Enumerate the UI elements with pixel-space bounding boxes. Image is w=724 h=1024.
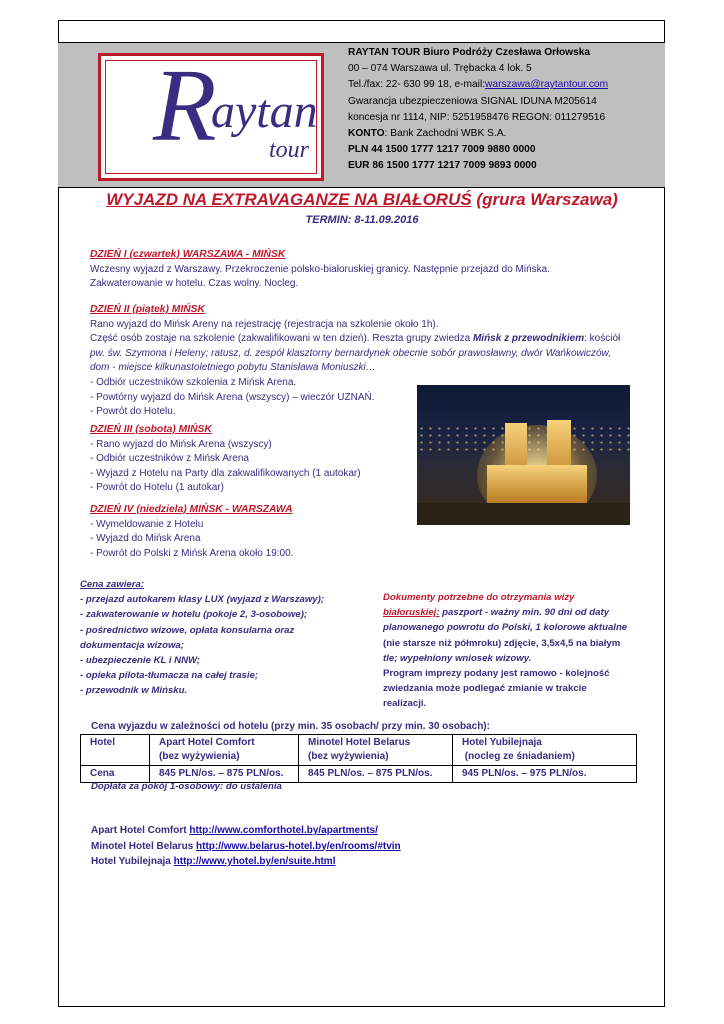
day-3-heading: DZIEŃ III (sobota) MIŃSK xyxy=(90,424,212,435)
day-2-line: Rano wyjazd do Mińsk Areny na rejestrację (rejestracja na szkolenie około 1h). xyxy=(90,318,439,330)
table-row xyxy=(81,766,637,783)
table-cell: Hotel xyxy=(81,735,150,766)
price-includes-heading: Cena zawiera: xyxy=(80,579,144,590)
price-includes-item: dokumentacja wizowa; xyxy=(80,639,184,651)
hotel-link[interactable]: http://www.yhotel.by/en/suite.html xyxy=(173,856,336,867)
company-info xyxy=(348,45,608,175)
program-note: realizacji. xyxy=(383,698,427,710)
hotel-note: (bez wyżywienia) xyxy=(308,751,389,762)
hotel-link-row xyxy=(91,854,401,870)
day-1-line: Wczesny wyjazd z Warszawy. Przekroczenie polsko-białoruskiej granicy. Następnie przejazd do Mińska. xyxy=(90,263,550,275)
price-includes xyxy=(80,577,350,699)
docs-heading-2: białoruskiej: xyxy=(383,607,440,619)
day-2-text: : kościół xyxy=(584,333,621,345)
day-3-line: - Powrót do Hotelu (1 autokar) xyxy=(90,482,224,494)
hotel-link[interactable]: http://www.comforthotel.by/apartments/ xyxy=(189,825,378,836)
single-room-surcharge: Dopłata za pokój 1-osobowy: do ustalenia xyxy=(91,781,282,792)
program-note: Program imprezy podany jest ramowo - kolejność xyxy=(383,668,610,680)
license: koncesja nr 1114, NIP: 5251958476 REGON: 011279516 xyxy=(348,111,606,123)
day-3-line: - Rano wyjazd do Mińsk Arena (wszyscy) xyxy=(90,438,272,450)
hotel-name: Minotel Hotel Belarus xyxy=(308,737,411,748)
title-main: WYJAZD NA EXTRAVAGANZE NA BIAŁORUŚ xyxy=(106,190,472,209)
hotel-name: Hotel Yubilejnaja xyxy=(462,737,542,748)
company-contact xyxy=(348,77,608,93)
docs-line: tle; wypełniony wniosek wizowy. xyxy=(383,652,532,664)
raytan-logo xyxy=(98,48,324,181)
price-table-title: Cena wyjazdu w zależności od hotelu (przy min. 35 osobach/ przy min. 30 osobach): xyxy=(91,721,490,732)
logo-word-aytan: aytan xyxy=(211,85,318,138)
day-1 xyxy=(90,248,650,292)
hotel-name: Apart Hotel Comfort xyxy=(159,737,255,748)
hotel-note: (bez wyżywienia) xyxy=(159,751,240,762)
table-cell: 945 PLN/os. – 975 PLN/os. xyxy=(453,766,637,783)
program-note: zwiedzania może podlegać zmianie w trakcie xyxy=(383,683,587,695)
eur-account: EUR 86 1500 1777 1217 7009 9893 0000 xyxy=(348,160,537,172)
day-2-text: Część osób zostaje na szkolenie (zakwalifikowani w ten dzień). Reszta grupy zwiedza xyxy=(90,333,473,345)
price-includes-item: - przewodnik w Mińsku. xyxy=(80,685,188,697)
day-2-line: dom - miejsce kilkunastoletniego pobytu Stanisława Moniuszki… xyxy=(90,362,376,374)
day-1-heading: DZIEŃ I (czwartek) WARSZAWA - MIŃSK xyxy=(90,249,286,260)
hotel-link-label: Hotel Yubilejnaja xyxy=(91,856,174,867)
day-2-line: - Powrót do Hotelu. xyxy=(90,406,176,418)
price-table xyxy=(80,734,637,783)
day-2-line: - Powtórny wyjazd do Mińsk Arena (wszyscy) – wieczór UZNAŃ. xyxy=(90,391,375,403)
bank-account xyxy=(348,126,608,142)
day-2-heading: DZIEŃ II (piątek) MIŃSK xyxy=(90,304,205,315)
hotel-links xyxy=(91,823,401,870)
minsk-night-photo xyxy=(417,385,630,525)
day-1-line: Zakwaterowanie w hotelu. Czas wolny. Nocleg. xyxy=(90,278,299,290)
letterhead xyxy=(58,43,665,188)
price-includes-item: - pośrednictwo wizowe, opłata konsularna oraz xyxy=(80,624,295,636)
guarantee: Gwarancja ubezpieczeniowa SIGNAL IDUNA M205614 xyxy=(348,95,597,107)
day-4-line: - Wymeldowanie z Hotelu xyxy=(90,518,204,530)
hotel-link[interactable]: http://www.belarus-hotel.by/en/rooms/#tvin xyxy=(196,840,401,852)
table-cell xyxy=(150,735,299,766)
docs-heading: Dokumenty potrzebne do otrzymania wizy xyxy=(383,592,575,603)
hotel-note: (nocleg ze śniadaniem) xyxy=(462,751,575,762)
docs-text: paszport - ważny min. 90 dni od daty xyxy=(439,607,610,619)
konto-value: : Bank Zachodni WBK S.A. xyxy=(384,128,507,140)
photo-street xyxy=(417,503,630,525)
table-cell: Cena xyxy=(81,766,150,783)
tel-fax: Tel./fax: 22- 630 99 18, e-mail: xyxy=(348,79,486,91)
termin: TERMIN: 8-11.09.2016 xyxy=(305,214,419,226)
email-link[interactable]: warszawa@raytantour.com xyxy=(485,79,609,91)
price-includes-item: - przejazd autokarem klasy LUX (wyjazd z Warszawy); xyxy=(80,594,325,606)
table-cell xyxy=(453,735,637,766)
docs-line: (nie starsze niż półmroku) zdjęcie, 3,5x4,5 na białym xyxy=(383,637,621,649)
visa-documents xyxy=(383,590,633,712)
table-cell xyxy=(299,735,453,766)
price-includes-item: - opieka pilota-tłumacza na całej trasie; xyxy=(80,670,259,682)
hotel-link-row xyxy=(91,839,401,855)
day-2-guide: Mińsk z przewodnikiem xyxy=(472,333,585,345)
page-title xyxy=(0,190,724,210)
hotel-link-label: Minotel Hotel Belarus xyxy=(91,840,197,852)
docs-line: planowanego powrotu do Polski, 1 kolorowe aktualne xyxy=(383,622,628,634)
day-2-line: - Odbiór uczestników szkolenia z Mińsk Arena. xyxy=(90,376,297,388)
top-row xyxy=(58,20,665,43)
day-4-line: - Powrót do Polski z Mińsk Arena około 19:00. xyxy=(90,547,294,559)
day-2-line xyxy=(90,332,650,347)
photo-building xyxy=(487,465,587,505)
price-includes-item: - ubezpieczenie KL i NNW; xyxy=(80,655,200,667)
day-3-line: - Odbiór uczestników z Mińsk Arena xyxy=(90,453,249,465)
title-group: (grura Warszawa) xyxy=(471,190,618,209)
table-row xyxy=(81,735,637,766)
docs-line xyxy=(383,605,633,620)
company-address: 00 – 074 Warszawa ul. Trębacka 4 lok. 5 xyxy=(348,63,532,75)
table-cell: 845 PLN/os. – 875 PLN/os. xyxy=(299,766,453,783)
logo-letter-r: R xyxy=(153,48,217,163)
day-4-line: - Wyjazd do Mińsk Arena xyxy=(90,533,201,545)
price-includes-item: - zakwaterowanie w hotelu (pokoje 2, 3-osobowe); xyxy=(80,609,308,621)
hotel-link-row xyxy=(91,823,401,839)
day-4-heading: DZIEŃ IV (niedziela) MIŃSK - WARSZAWA xyxy=(90,504,293,515)
day-3-line: - Wyjazd z Hotelu na Party dla zakwalifikowanych (1 autokar) xyxy=(90,467,361,479)
hotel-link-label: Apart Hotel Comfort xyxy=(91,825,190,836)
table-cell: 845 PLN/os. – 875 PLN/os. xyxy=(150,766,299,783)
logo-word-tour: tour xyxy=(269,137,310,163)
company-name: RAYTAN TOUR Biuro Podróży Czesława Orłowska xyxy=(348,47,591,58)
konto-label: KONTO xyxy=(348,128,385,140)
day-2-line: pw. św. Szymona i Heleny; ratusz, d. zespół klasztorny bernardynek obecnie sobór prawosławny, dwór Wańkowiczów, xyxy=(90,347,611,359)
pln-account: PLN 44 1500 1777 1217 7009 9880 0000 xyxy=(348,144,536,156)
